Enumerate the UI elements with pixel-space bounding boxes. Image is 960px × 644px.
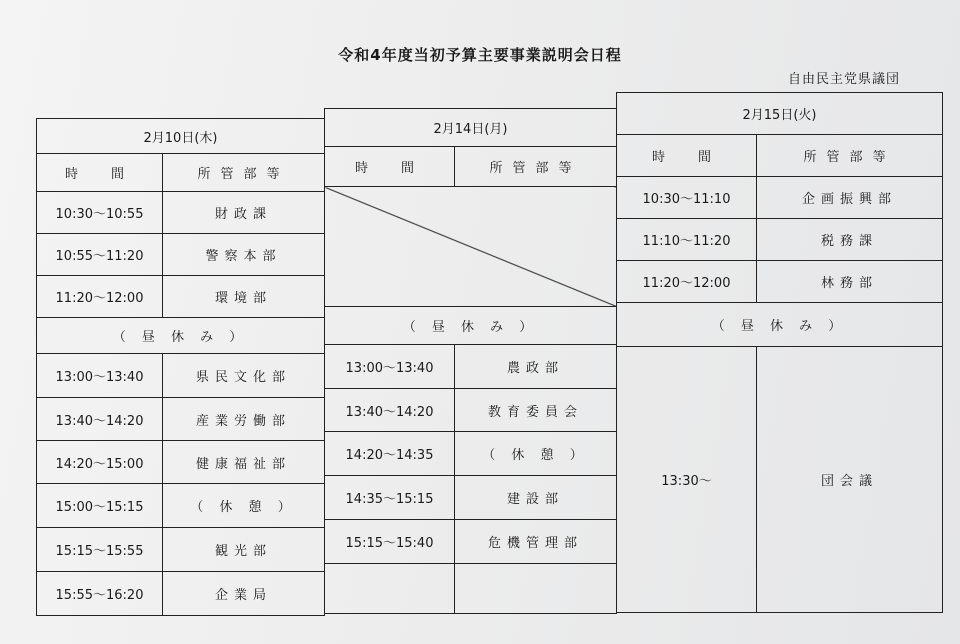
day2-date: 2月14日(月)	[325, 109, 617, 147]
schedule-table-day2	[324, 108, 617, 614]
day1-dept: 環境部	[163, 276, 325, 318]
day1-dept: 県民文化部	[163, 354, 325, 398]
day3-dept: 税務課	[757, 219, 943, 261]
day2-time: 13:00〜13:40	[325, 345, 455, 389]
day3-time-header: 時 間	[617, 135, 757, 177]
day3-time: 11:10〜11:20	[617, 219, 757, 261]
day3-dept: 林務部	[757, 261, 943, 303]
day2-dept: 危機管理部	[455, 520, 617, 564]
day1-dept: 健康福祉部	[163, 441, 325, 484]
day1-dept: 観光部	[163, 528, 325, 572]
day2-time: 13:40〜14:20	[325, 389, 455, 432]
day2-morning-empty-slash	[325, 187, 617, 307]
day3-dept: 企画振興部	[757, 177, 943, 219]
day1-time-header: 時 間	[37, 154, 163, 192]
day2-time-header: 時 間	[325, 147, 455, 187]
day2-dept: 建設部	[455, 476, 617, 520]
day3-time: 11:20〜12:00	[617, 261, 757, 303]
schedule-table-day1	[36, 118, 325, 616]
day2-time: 14:20〜14:35	[325, 432, 455, 476]
day2-time: 15:15〜15:40	[325, 520, 455, 564]
schedule-table-day3	[616, 92, 943, 613]
day1-dept: 企業局	[163, 572, 325, 616]
day2-dept: 農政部	[455, 345, 617, 389]
day1-dept: 財政課	[163, 192, 325, 234]
organization-name: 自由民主党県議団	[787, 72, 900, 87]
day1-time: 11:20〜12:00	[37, 276, 163, 318]
day1-time: 13:00〜13:40	[37, 354, 163, 398]
day2-dept: 教育委員会	[455, 389, 617, 432]
day3-lunch: （ 昼 休 み ）	[617, 303, 943, 347]
day3-dept: 団会議	[757, 347, 943, 613]
day1-time: 10:55〜11:20	[37, 234, 163, 276]
day3-time: 13:30〜	[617, 347, 757, 613]
day3-time: 10:30〜11:10	[617, 177, 757, 219]
day1-date: 2月10日(木)	[37, 119, 325, 154]
day1-break: （ 休 憩 ）	[163, 484, 325, 528]
day3-dept-header: 所管部等	[757, 135, 943, 177]
day1-time: 13:40〜14:20	[37, 398, 163, 441]
day1-time: 15:00〜15:15	[37, 484, 163, 528]
day2-empty-cell	[455, 564, 617, 614]
day1-time: 15:55〜16:20	[37, 572, 163, 616]
day2-time: 14:35〜15:15	[325, 476, 455, 520]
day2-empty-cell	[325, 564, 455, 614]
day1-dept: 産業労働部	[163, 398, 325, 441]
day1-dept-header: 所管部等	[163, 154, 325, 192]
document-title: 令和4年度当初予算主要事業説明会日程	[338, 46, 622, 64]
day1-dept: 警察本部	[163, 234, 325, 276]
day2-break: （ 休 憩 ）	[455, 432, 617, 476]
day2-dept-header: 所管部等	[455, 147, 617, 187]
day1-lunch: （ 昼 休 み ）	[37, 318, 325, 354]
day3-date: 2月15日(火)	[617, 93, 943, 135]
day2-lunch: （ 昼 休 み ）	[325, 307, 617, 345]
day1-time: 15:15〜15:55	[37, 528, 163, 572]
day1-time: 10:30〜10:55	[37, 192, 163, 234]
day1-time: 14:20〜15:00	[37, 441, 163, 484]
